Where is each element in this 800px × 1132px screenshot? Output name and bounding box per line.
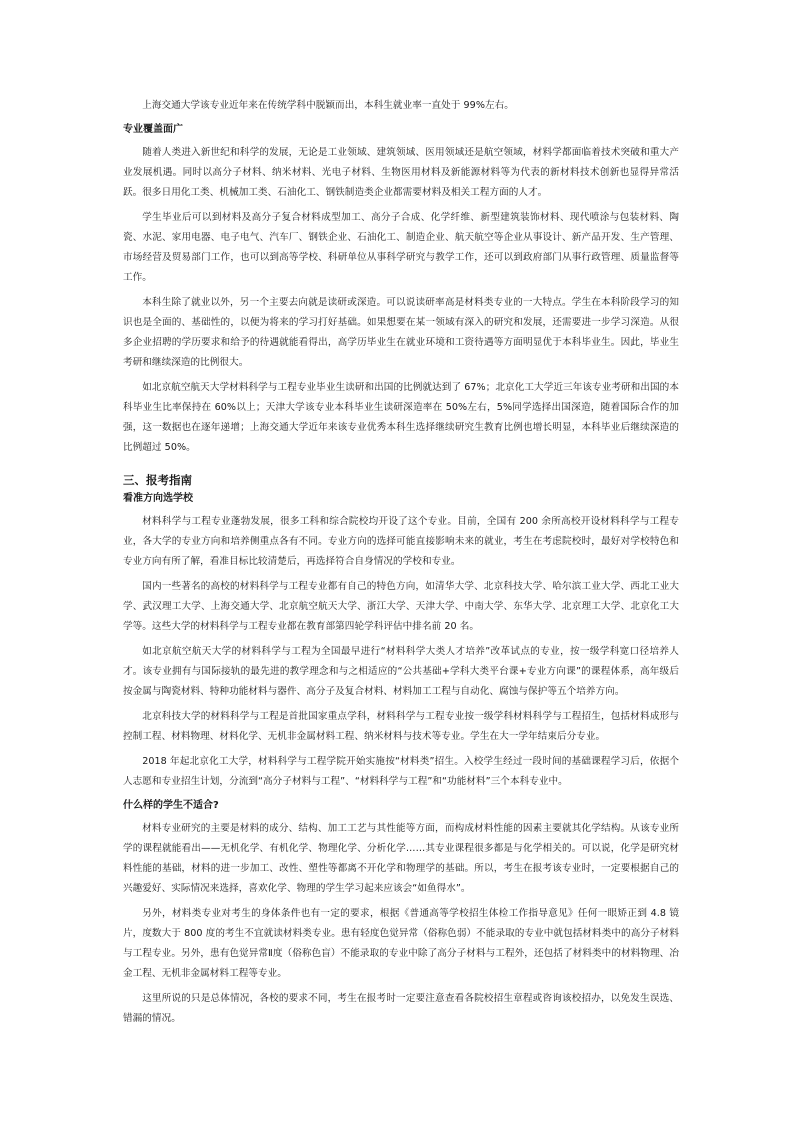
coverage-paragraph-4: 如北京航空航天大学材料科学与工程专业毕业生读研和出国的比例就达到了 67%；北京化工大学近三年该专业考研和出国的本科毕业生比率保持在 60%以上；天津大学该专业本科毕业生读研深造率在 50%左右，5%同学选择出国深造，随着国际合作的加强，这一数据也在逐年递增；上海交通大学近年来该专业优秀本科生选择继续研究生教育比例也增长明显，本科毕业后继续深造的比例超过 50%。: [123, 382, 679, 453]
coverage-paragraph-2: 学生毕业后可以到材料及高分子复合材料成型加工、高分子合成、化学纤维、新型建筑装饰材料、现代喷涂与包装材料、陶瓷、水泥、家用电器、电子电气、汽车厂、钢铁企业、石油化工、制造企业、航天航空等企业从事设计、新产品开发、生产管理、市场经营及贸易部门工作，也可以到高等学校、科研单位从事科学研究与教学工作，还可以到政府部门从事行政管理、质量监督等工作。: [123, 212, 679, 283]
choose-paragraph-4: 北京科技大学的材料科学与工程是首批国家重点学科，材料科学与工程专业按一级学科材料科学与工程招生，包括材料成形与控制工程、材料物理、材料化学、无机非金属材料工程、纳米材料与技术等专业。学生在大一学年结束后分专业。: [123, 711, 679, 742]
section-heading-guide: 三、报考指南: [123, 473, 192, 487]
unsuitable-paragraph-1: 材料专业研究的主要是材料的成分、结构、加工工艺与其性能等方面，而构成材料性能的因素主要就其化学结构。从该专业所学的课程就能看出——无机化学、有机化学、物理化学、分析化学……其专业课程很多都是与化学相关的。可以说，化学是研究材料性能的基础，材料的进一步加工、改性、塑性等都离不开化学和物理学的基础。所以，考生在报考该专业时，一定要根据自己的兴趣爱好、实际情况来选择，喜欢化学、物理的学生学习起来应该会“如鱼得水”。: [123, 823, 679, 894]
choose-paragraph-3: 如北京航空航天大学的材料科学与工程为全国最早进行“材料科学大类人才培养”改革试点的专业，按一级学科宽口径培养人才。该专业拥有与国际接轨的最先进的教学理念和与之相适应的“公共基础+学科大类平台课+专业方向课”的课程体系，高年级后按金属与陶瓷材料、特种功能材料与器件、高分子及复合材料、材料加工工程与自动化、腐蚀与保护等五个培养方向。: [123, 646, 679, 697]
choose-paragraph-5: 2018 年起北京化工大学，材料科学与工程学院开始实施按“材料类”招生。入校学生经过一段时间的基础课程学习后，依据个人志愿和专业招生计划，分流到“高分子材料与工程”、“材料科学与工程”和“功能材料”三个本科专业中。: [123, 756, 679, 787]
intro-paragraph: 上海交通大学该专业近年来在传统学科中脱颖而出，本科生就业率一直处于 99%左右。: [142, 100, 514, 111]
unsuitable-paragraph-2: 另外，材料类专业对考生的身体条件也有一定的要求，根据《普通高等学校招生体检工作指导意见》任何一眼矫正到 4.8 镜片，度数大于 800 度的考生不宜就读材料类专业。患有轻度色觉异常（俗称色弱）不能录取的专业中就包括材料类中的高分子材料与工程专业。另外，患有色觉异常Ⅱ度（俗称色盲）不能录取的专业中除了高分子材料与工程外，还包括了材料类中的材料物理、冶金工程、无机非金属材料工程等专业。: [123, 908, 679, 979]
coverage-paragraph-1: 随着人类进入新世纪和科学的发展，无论是工业领域、建筑领域、医用领域还是航空领域，材料学都面临着技术突破和重大产业发展机遇。同时以高分子材料、纳米材料、光电子材料、生物医用材料及新能源材料等为代表的新材料技术创新也显得异常活跃。很多日用化工类、机械加工类、石油化工、钢铁制造类企业都需要材料及相关工程方面的人才。: [123, 147, 679, 198]
choose-paragraph-1: 材料科学与工程专业蓬勃发展，很多工科和综合院校均开设了这个专业。目前，全国有 200 余所高校开设材料科学与工程专业，各大学的专业方向和培养侧重点各有不同。专业方向的选择可能直接影响未来的就业，考生在考虑院校时，最好对学校特色和专业方向有所了解，看准目标比较清楚后，再选择符合自身情况的学校和专业。: [123, 516, 679, 567]
unsuitable-heading: 什么样的学生不适合?: [123, 800, 219, 811]
unsuitable-paragraph-3: 这里所说的只是总体情况，各校的要求不同，考生在报考时一定要注意查看各院校招生章程或咨询该校招办，以免发生误选、错漏的情况。: [123, 993, 679, 1024]
coverage-paragraph-3: 本科生除了就业以外，另一个主要去向就是读研或深造。可以说读研率高是材料类专业的一大特点。学生在本科阶段学习的知识也是全面的、基础性的，以便为将来的学习打好基础。如果想要在某一领域有深入的研究和发展，还需要进一步学习深造。从很多企业招聘的学历要求和给予的待遇就能看得出，高学历毕业生在就业环境和工资待遇等方面明显优于本科毕业生。因此，毕业生考研和继续深造的比例很大。: [123, 297, 679, 368]
document-page: [123, 96, 679, 1034]
coverage-heading: 专业覆盖面广: [123, 124, 183, 135]
choose-school-heading: 看准方向选学校: [123, 493, 193, 504]
choose-paragraph-2: 国内一些著名的高校的材料科学与工程专业都有自己的特色方向，如清华大学、北京科技大学、哈尔滨工业大学、西北工业大学、武汉理工大学、上海交通大学、北京航空航天大学、浙江大学、天津大学、中南大学、东华大学、北京理工大学、北京化工大学等。这些大学的材料科学与工程专业都在教育部第四轮学科评估中排名前 20 名。: [123, 581, 679, 632]
